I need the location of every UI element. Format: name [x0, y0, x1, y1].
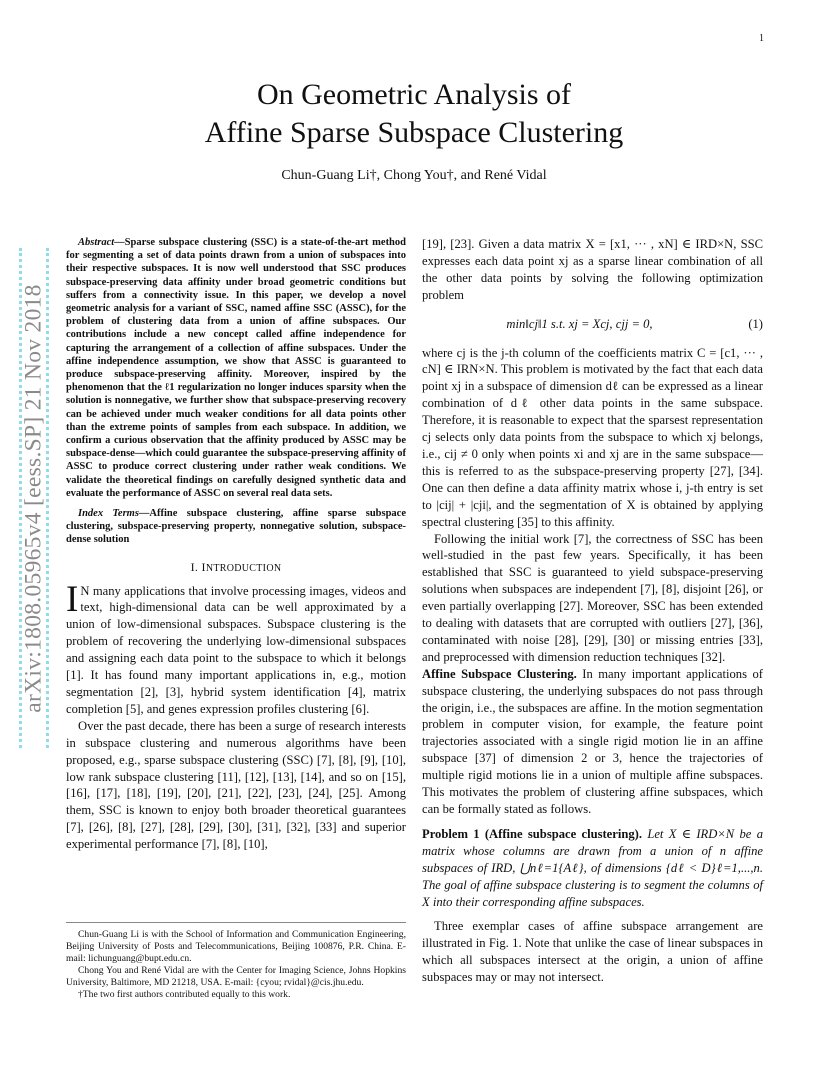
section-initial: I [201, 559, 206, 574]
paper-title [0, 76, 828, 152]
footnote-affiliation-you-vidal: Chong You and René Vidal are with the Center for Imaging Science, Johns Hopkins University, Baltimore, MD 21218, USA. E-mail: {cyou; rvidal}@cis.jhu.edu. [66, 965, 406, 988]
intro-paragraph-1 [66, 578, 406, 718]
section-numeral: I. [190, 559, 199, 574]
index-terms [66, 507, 406, 547]
right-paragraph-3: Following the initial work [7], the correctness of SSC has been well-studied in the past few years. Specifically, it has been established that SSC is guaranteed to yield subspace-preserving solutions when subspaces are independent [7], [8], disjoint [26], or even partially overlapping [27]. Moreover, SSC has been extended to dealing with datasets that are corrupted with outliers [27], [36], contaminated with noise [28], [29], [30] or missing entries [33], and preprocessed with dimension reduction techniques [32]. [422, 531, 763, 664]
right-paragraph-4: Three exemplar cases of affine subspace arrangement are illustrated in Fig. 1. Note that unlike the case of linear subspaces in which all subspaces intersect at the origin, a union of affine subspaces may or may not intersect. [422, 919, 763, 985]
abstract-text: —Sparse subspace clustering (SSC) is a state-of-the-art method for segmenting a set of data points drawn from a union of subspaces into their respective subspaces. It is now well understood that SSC produces subspace-preserving data affinity under broad geometric conditions but suffers from a connectivity issue. In this paper, we develop a novel geometric analysis for a variant of SSC, named affine SSC (ASSC), for the problem of clustering data from a union of affine subspaces. Our contributions include a new concept called affine independence for capturing the arrangement of a collection of affine subspaces. Under the affine independence assumption, we show that ASSC is guaranteed to produce subspace-preserving affinity. Moreover, inspired by the phenomenon that the ℓ1 regularization no longer induces sparsity when the solution is nonnegative, we further show that subspace-preserving recovery can be achieved under much weaker conditions for all data points other than the extreme points of samples from each subspace. In addition, we confirm a curious observation that the affinity produced by ASSC may be subspace-dense—which could guarantee the subspace-preserving affinity of ASSC to produce correct clustering under rather weak conditions. We validate the theoretical findings on carefully designed synthetic data and evaluate the performance of ASSC on several real data sets. [66, 237, 406, 499]
right-paragraph-2: where cj is the j-th column of the coefficients matrix C = [c1, ··· , cN] ∈ IRN×N. This problem is motivated by the fact that each data point xj in a subspace of dimension dℓ can be expressed as a linear combination of dℓ other data points in the same subspace. Therefore, it is reasonable to expect that the sparsest representation cj selects only data points from the subspace to which xj belongs, i.e., cij ≠ 0 only when points xi and xj are in the same subspace—this is referred to as the subspace-preserving property [27], [34]. One can then define a data affinity matrix whose i, j-th entry is set to |cij| + |cji|, and the segmentation of X is obtained by applying spectral clustering [35] to this affinity. [422, 345, 763, 529]
left-column [66, 236, 406, 853]
right-column [422, 236, 763, 986]
footnotes [66, 922, 406, 1001]
title-line-1: On Geometric Analysis of [256, 78, 572, 111]
authors: Chun-Guang Li†, Chong You†, and René Vidal [281, 168, 547, 183]
abstract [66, 236, 406, 500]
arxiv-stamp [20, 248, 48, 748]
section-heading-introduction [66, 559, 406, 578]
footnote-affiliation-li: Chun-Guang Li is with the School of Information and Communication Engineering, Beijing University of Posts and Telecommunications, Beijing 100876, P.R. China. E-mail: lichunguang@bupt.edu.cn. [66, 929, 406, 964]
page-number: 1 [759, 33, 764, 44]
affine-run-head: Affine Subspace Clustering. [422, 666, 577, 681]
title-line-2: Affine Sparse Subspace Clustering [204, 116, 624, 149]
intro-paragraph-1-text: N many applications that involve processing images, videos and text, high-dimensional data can be well approximated by a union of low-dimensional subspaces. Subspace clustering is the problem of recovering the underlying low-dimensional subspaces and assigning each data point to the subspace to which it belongs [1]. It has found many important applications in, e.g., motion segmentation [2], [3], hybrid system identification [4], matrix completion [5], and genes expression profiles clustering [6]. [66, 583, 406, 716]
index-terms-text: —Affine subspace clustering, affine sparse subspace clustering, subspace-preserving property, nonnegative solution, subspace-dense solution [66, 508, 406, 546]
problem-1 [422, 826, 763, 911]
affine-text: In many important applications of subspace clustering, the underlying subspaces do not pass through the origin, i.e., the subspaces are affine. In the motion segmentation problem in computer vision, for example, the feature point trajectories associated with a single rigid motion lie in an affine subspace [37] of dimension 2 or 3, hence the trajectories of multiple rigid motions lie in a union of multiple affine subspaces. This motivates the problem of clustering affine subspaces, which can be formally stated as follows. [422, 666, 763, 816]
intro-paragraph-2: Over the past decade, there has been a surge of research interests in subspace clustering and numerous algorithms have been proposed, e.g., sparse subspace clustering (SSC) [7], [8], [9], [10], low rank subspace clustering [11], [12], [13], [14], and so on [15], [16], [17], [18], [19], [20], [21], [22], [23], [24], [25]. Among them, SSC is known to enjoy both broader theoretical guarantees [7], [26], [8], [27], [28], [29], [30], [31], [32], [33] and superior experimental performance [7], [8], [10], [66, 718, 406, 852]
affine-subspace-paragraph [422, 666, 763, 818]
equation-1 [422, 316, 763, 333]
problem-head: Problem 1 (Affine subspace clustering). [422, 826, 643, 841]
footnote-equal-contribution: †The two first authors contributed equally to this work. [78, 989, 291, 1000]
equation-number: (1) [748, 316, 763, 331]
problem-text: Let X ∈ IRD×N be a matrix whose columns are drawn from a union of n affine subspaces of IRD, ⋃nℓ=1{Aℓ}, of dimensions {dℓ < D}ℓ=1,...,n. The goal of affine subspace clustering is to segment the columns of X into their corresponding affine subspaces. [422, 826, 763, 909]
right-paragraph-1: [19], [23]. Given a data matrix X = [x1, ··· , xN] ∈ IRD×N, SSC expresses each data point xj as a sparse linear combination of all the other data points by solving the following optimization problem [422, 237, 763, 302]
arxiv-stamp-text: arXiv:1808.05965v4 [eess.SP] 21 Nov 2018 [20, 283, 47, 713]
dropcap: I [66, 578, 79, 620]
equation-body: min‖cj‖1 s.t. xj = Xcj, cjj = 0, [506, 316, 653, 331]
abstract-label: Abstract [78, 237, 115, 248]
section-rest: NTRODUCTION [205, 562, 282, 574]
index-terms-label: Index Terms [78, 508, 139, 520]
